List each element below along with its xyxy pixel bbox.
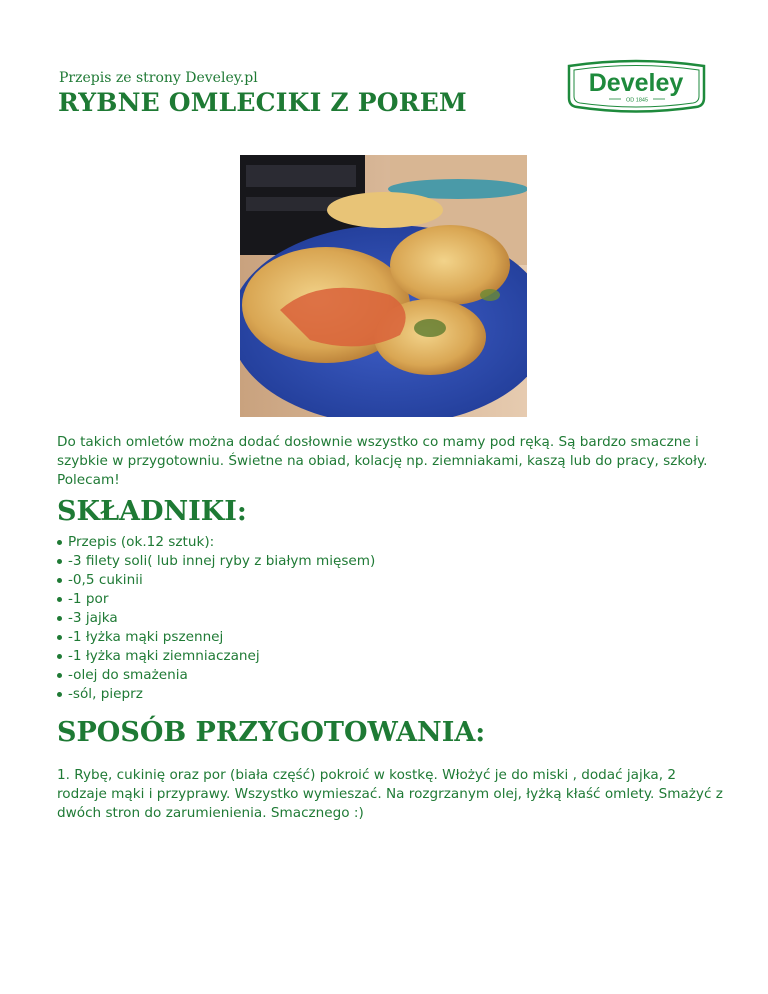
list-item: -1 łyżka mąki pszennej: [57, 628, 375, 647]
svg-text:Develey: Develey: [588, 69, 684, 97]
list-item: -sól, pieprz: [57, 685, 375, 704]
develey-logo: [565, 58, 708, 114]
recipe-source: Przepis ze strony Develey.pl: [59, 70, 258, 86]
list-item: -1 por: [57, 590, 375, 609]
recipe-title: RYBNE OMLECIKI Z POREM: [58, 88, 467, 117]
list-item: -3 jajka: [57, 609, 375, 628]
list-item: -1 łyżka mąki ziemniaczanej: [57, 647, 375, 666]
method-heading: SPOSÓB PRZYGOTOWANIA:: [57, 717, 486, 748]
list-item: -0,5 cukinii: [57, 571, 375, 590]
recipe-intro: Do takich omletów można dodać dosłownie wszystko co mamy pod ręką. Są bardzo smaczne i szybkie w przygotowniu. Świetne na obiad, kolację np. ziemniakami, kaszą lub do pracy, szkoły. Polecam!: [57, 434, 708, 488]
ingredients-heading: SKŁADNIKI:: [57, 496, 247, 527]
ingredients-list: [57, 533, 375, 704]
list-item: -3 filety soli( lub innej ryby z białym mięsem): [57, 552, 375, 571]
recipe-photo: [240, 155, 527, 417]
method-text: 1. Rybę, cukinię oraz por (biała część) pokroić w kostkę. Włożyć je do miski , dodać jajka, 2 rodzaje mąki i przyprawy. Wszystko wymieszać. Na rozgrzanym olej, łyżką kłaść omlety. Smażyć z dwóch stron do zarumienienia. Smacznego :): [57, 767, 723, 821]
svg-text:OD 1845: OD 1845: [625, 97, 649, 104]
list-item: Przepis (ok.12 sztuk):: [57, 533, 375, 552]
list-item: -olej do smażenia: [57, 666, 375, 685]
